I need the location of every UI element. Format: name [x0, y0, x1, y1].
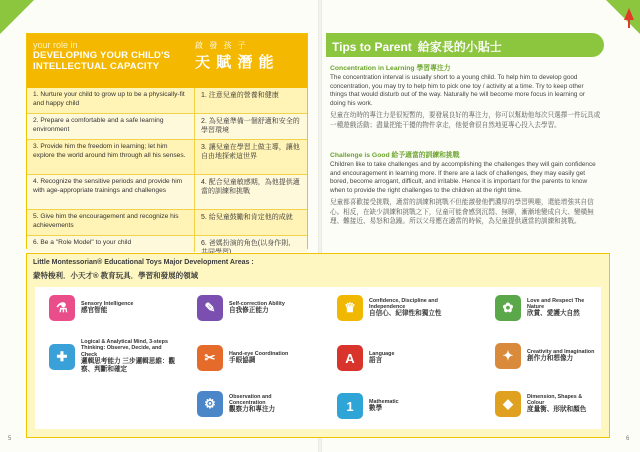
- corner-decoration-left: [0, 0, 34, 34]
- role-heading-zh-big: 天 賦 潛 能: [195, 54, 275, 71]
- role-rows: [27, 88, 307, 252]
- tip-english-text: The concentration interval is usually short to a young child. To help him to develop good concentration, you may try to help him to pick one toy / activity at a time. Try to keep other things that would disturb out of the way. Naturally he will become more focus in learning or doing his work.: [330, 74, 585, 107]
- puzzle-icon: ✚: [49, 344, 75, 370]
- role-heading-zh-small: 啟 發 孩 子: [195, 41, 248, 50]
- role-heading-label: your role in: [33, 40, 78, 50]
- role-table-header: [27, 34, 307, 88]
- area-english: Creativity and Imagination: [527, 348, 595, 355]
- area-english: Mathematic: [369, 398, 399, 405]
- toys-panel: [35, 287, 601, 429]
- role-row-chinese: 5. 給兒童鼓勵和肯定他的成就: [201, 214, 293, 221]
- development-area-item: [197, 391, 307, 417]
- role-row-chinese: 1. 注意兒童的營養和健康: [201, 92, 279, 99]
- toys-heading-chinese: 蒙特梭利．小天才® 教育玩具．學習和發展的領域: [33, 271, 199, 280]
- area-chinese: 觀察力和專注力: [229, 406, 276, 414]
- role-heading-line3: INTELLECTUAL CAPACITY: [33, 61, 160, 72]
- role-row: [27, 236, 307, 252]
- letters-icon: A: [337, 345, 363, 371]
- area-chinese: 數學: [369, 405, 383, 413]
- toys-heading: Little Montessorian® Educational Toys Major Development Areas :: [33, 259, 254, 266]
- role-row: [27, 114, 307, 140]
- area-chinese: 感官智能: [81, 307, 108, 315]
- scissors-icon: ✂: [197, 345, 223, 371]
- role-row: [27, 140, 307, 175]
- role-table: [26, 33, 308, 249]
- tip-chinese-text: 兒童在幼時的專注力是很短暫的，要發展良好的專注力，你可以幫助他每次只選擇一件玩具或一種遊戲活動；盡量把能干擾的物件拿走，他便會很自然地更專心投入去學習。: [330, 112, 601, 129]
- creativity-icon: ✦: [495, 343, 521, 369]
- role-row-chinese: 3. 讓兒童在學習上做主導，讓他自由地探索這世界: [201, 144, 300, 160]
- development-area-item: [337, 393, 399, 419]
- microscope-icon: ⚙: [197, 391, 223, 417]
- area-chinese: 創作力和想像力: [527, 355, 574, 363]
- role-row-english: 2. Prepare a comfortable and a safe learning environment: [27, 114, 195, 139]
- tip-english-text: Children like to take challenges and by accomplishing the challenges they will gain confidence and encouragement in learning more. If there are a lack of challenges, they may easily get bored, become arrogant, difficult, and irritable. Hence it is important for the parents to know when to provide the right challenges to the children at the right time.: [330, 161, 596, 194]
- development-area-item: [49, 339, 179, 374]
- pencil-icon: ✎: [197, 295, 223, 321]
- role-row-chinese: 2. 為兒童準備一個舒適和安全的學習環境: [201, 118, 300, 134]
- tips-title-chinese: 給家長的小貼士: [417, 40, 502, 54]
- toys-development-box: [26, 253, 610, 438]
- development-area-item: [49, 295, 133, 321]
- page-number-left: 5: [8, 436, 12, 442]
- crown-icon: ♛: [337, 295, 363, 321]
- corner-decoration-right: [606, 0, 640, 34]
- area-english: Logical & Analytical Mind, 3-steps Thinking: Observe, Decide, and Check: [81, 339, 168, 358]
- role-row: [27, 88, 307, 114]
- role-heading-chinese: [195, 40, 275, 72]
- role-heading-english: [33, 40, 183, 72]
- development-area-item: [495, 343, 595, 369]
- role-row-english: 3. Provide him the freedom in learning; let him explore the world around him through all his senses.: [27, 140, 195, 174]
- role-row: [27, 210, 307, 236]
- development-area-item: [197, 295, 285, 321]
- role-row-english: 1. Nurture your child to grow up to be a physically-fit and happy child: [27, 88, 195, 113]
- tips-title: [332, 38, 502, 55]
- role-row-english: 5. Give him the encouragement and recognize his achievements: [27, 210, 195, 235]
- tips-title-english: Tips to Parent: [332, 40, 412, 54]
- tip-heading: Concentration in Learning 學習專注力: [330, 65, 451, 72]
- area-english: Language: [369, 350, 395, 357]
- area-english: Love and Respect The Nature: [527, 297, 585, 310]
- numbers-icon: 1: [337, 393, 363, 419]
- area-chinese: 手眼協調: [229, 357, 256, 365]
- development-area-item: [495, 391, 595, 417]
- globe-icon: ✿: [495, 295, 521, 321]
- area-chinese: 度量衡、形狀和顏色: [527, 406, 587, 414]
- development-area-item: [337, 295, 457, 321]
- area-chinese: 自信心、紀律性和獨立性: [369, 310, 442, 318]
- role-row-english: 6. Be a "Role Model" to your child: [27, 236, 195, 252]
- tip-chinese-text: 兒童都喜歡接受挑戰，適當的訓練和挑戰不但能激發他們濃厚的學習興趣，還能增強其自信心。相反，在缺少訓練和挑戰之下，兒童可能會感到沉悶、無聊，漸漸地變成自大、變橫無理、難接近、易怒和急躁。所以父母應在適當的時候，為兒童提供適當的訓練和挑戰。: [330, 199, 594, 225]
- role-row-english: 4. Recognize the sensitive periods and provide him with age-appropriate trainings and challenges: [27, 175, 195, 209]
- area-chinese: 語言: [369, 357, 383, 365]
- area-english: Sensory Intelligence: [81, 300, 134, 307]
- tip-heading: Challenge is Good 給予適當的訓練和挑戰: [330, 152, 460, 159]
- area-english: Hand-eye Coordination: [229, 350, 289, 357]
- tips-title-bar: [326, 33, 604, 57]
- role-heading-line2: DEVELOPING YOUR CHILD'S: [33, 50, 171, 61]
- development-area-item: [197, 345, 288, 371]
- role-row-chinese: 6. 爸媽扮演的角色(以身作則、: [201, 240, 296, 247]
- page-number-right: 6: [626, 436, 630, 442]
- area-english: Confidence, Discipline and Independence: [369, 297, 438, 310]
- area-english: Dimension, Shapes & Colour: [527, 393, 583, 406]
- shapes-icon: ◆: [495, 391, 521, 417]
- role-row-chinese: 4. 配合兒童敏感期，為他提供適當的訓練和挑戰: [201, 179, 300, 195]
- tip-section-challenge: [330, 149, 602, 226]
- area-english: Self-correction Ability: [229, 300, 285, 307]
- tip-section-concentration: [330, 62, 602, 130]
- area-chinese: 邏輯思考能力 三步邏輯思維：觀察、判斷和確定: [81, 358, 176, 374]
- area-english: Observation and Concentration: [229, 393, 272, 406]
- sensory-icon: ⚗: [49, 295, 75, 321]
- tree-icon: [624, 8, 634, 28]
- area-chinese: 欣賞、愛護大自然: [527, 310, 580, 318]
- role-row: [27, 175, 307, 210]
- development-area-item: [495, 295, 595, 321]
- area-chinese: 自我修正能力: [229, 307, 269, 315]
- development-area-item: [337, 345, 394, 371]
